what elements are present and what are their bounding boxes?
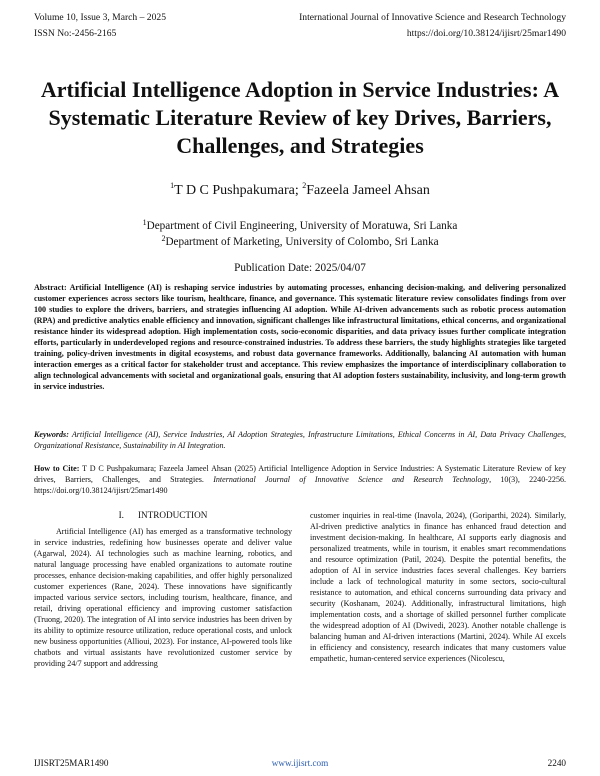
- keywords-label: Keywords:: [34, 430, 69, 439]
- keywords-text: Artificial Intelligence (AI), Service Industries, AI Adoption Strategies, Infrastructure Limitations, Ethical Concerns in AI, Data Privacy Challenges, Organizational Resistance, Sustainability in AI Integration.: [34, 430, 566, 450]
- author1: T D C Pushpakumara;: [174, 183, 299, 198]
- paper-title: Artificial Intelligence Adoption in Service Industries: A Systematic Literature Review of key Drives, Barriers, Challenges, and Strategies: [40, 77, 560, 158]
- journal-name: International Journal of Innovative Science and Research Technology: [299, 12, 566, 23]
- author-line: [0, 183, 600, 199]
- section-heading-introduction: [34, 510, 292, 520]
- how-to-cite-label: How to Cite:: [34, 464, 80, 473]
- citation-text: T D C Pushpakumara; Fazeela Jameel Ahsan (2025) Artificial Intelligence Adoption in Service Industries: A Systematic Literature Review of key drives, Barriers, Challenges, and Strategies.: [34, 464, 566, 484]
- abstract-label: Abstract:: [34, 283, 67, 292]
- intro-paragraph-left: Artificial Intelligence (AI) has emerged as a transformative technology in service industries, redefining how businesses operate and deliver value (Agarwal, 2024). AI technologies such as machine learning, robotics, and natural language processing have enabled organizations to automate routine processes, enhance decision-making capabilities, and offer highly personalized customer experiences (Rane, 2024). These innovations have significantly impacted various service sectors, including tourism, healthcare, finance, and retail, driving operational efficiency and improving customer satisfaction (Truong, 2020). The integration of AI into service industries has been driven by its ability to optimize resource utilization, reduce operational costs, and unlock new business opportunities (Allioui, 2023). For instance, AI-powered tools like chatbots and virtual assistants have revolutionized customer service by providing 24/7 support and addressing: [34, 527, 292, 668]
- citation-rest: , 10(3), 2240-2256. https://doi.org/10.38124/ijisrt/25mar1490: [34, 474, 567, 495]
- volume-issue: Volume 10, Issue 3, March – 2025: [34, 12, 166, 23]
- running-header-bottom: [34, 28, 566, 39]
- left-column: [34, 510, 292, 669]
- publication-date: Publication Date: 2025/04/07: [234, 262, 366, 274]
- page-number: 2240: [547, 758, 566, 768]
- aff1-sup: 1: [142, 218, 147, 227]
- section-number: I.: [118, 510, 124, 520]
- footer-paper-id: IJISRT25MAR1490: [34, 758, 109, 768]
- section-title: INTRODUCTION: [137, 510, 208, 520]
- affiliation-2: [0, 236, 600, 248]
- issn: ISSN No:-2456-2165: [34, 28, 117, 39]
- aff2-sup: 2: [161, 234, 166, 243]
- abstract: [34, 283, 566, 393]
- aff2-text: Department of Marketing, University of Colombo, Sri Lanka: [165, 236, 439, 248]
- keywords: [34, 430, 566, 452]
- doi-link[interactable]: https://doi.org/10.38124/ijisrt/25mar1490: [406, 28, 566, 39]
- citation-journal: International Journal of Innovative Science and Research Technology: [213, 474, 490, 484]
- how-to-cite: [34, 464, 566, 497]
- author1-sup: 1: [170, 181, 175, 190]
- affiliation-1: [0, 220, 600, 232]
- intro-paragraph-right: customer inquiries in real-time (Inavola, 2024), (Goriparthi, 2024). Similarly, AI-driven predictive analytics in finance has enhanced fraud detection and investment decision-making. In healthcare, AI supports early diagnosis and personalized treatments, while in tourism, it enables smart recommendations and resource optimization (Patil, 2024). Despite the potential benefits, the adoption of AI in service industries faces several challenges. Key barriers include a lack of technological maturity in some sectors, socio-cultural resistance to automation, and ethical concerns surrounding data privacy and security (Koshanam, 2024). Additionally, infrastructural limitations, high implementation costs, and a shortage of skilled personnel further complicate the widespread adoption of AI (Dwivedi, 2023). Another notable challenge is balancing human and AI-driven interactions (Martini, 2024). While AI excels in efficiency and consistency, research indicates that many customers value empathetic, human-centered service experiences (Nicolescu,: [310, 511, 566, 663]
- running-header-top: [34, 12, 566, 23]
- author2: Fazeela Jameel Ahsan: [306, 183, 430, 198]
- aff1-text: Department of Civil Engineering, University of Moratuwa, Sri Lanka: [146, 220, 458, 232]
- footer-website-link[interactable]: www.ijisrt.com: [271, 758, 329, 768]
- abstract-text: Artificial Intelligence (AI) is reshaping service industries by automating processes, enhancing decision-making, and delivering personalized customer experiences across sectors like tourism, healthcare, finance, and governance. This systematic literature review consolidates findings from over 100 studies to explore the drivers, barriers, and strategies influencing AI adoption. While AI-driven advancements such as robotic process automation (RPA) and predictive analytics enable efficiency and innovation, significant challenges like infrastructural limitations, ethical concerns, and organizational resistance hinder its widespread adoption. High implementation costs, socio-economic disparities, and data privacy issues further complicate integration efforts, particularly in underdeveloped regions and resource-constrained industries. To address these barriers, the study highlights strategies like targeted training, policy-driven investments in digital ecosystems, and robust data governance frameworks. Additionally, balancing AI automation with human interaction emerges as a critical factor for stakeholder trust and acceptance. This review emphasizes the importance of interdisciplinary collaboration to align technological advancements with societal and organizational goals, ensuring that AI adoption fosters sustainability, inclusivity, and long-term growth in service industries.: [34, 283, 566, 391]
- right-column: [310, 510, 566, 664]
- author2-sup: 2: [302, 181, 307, 190]
